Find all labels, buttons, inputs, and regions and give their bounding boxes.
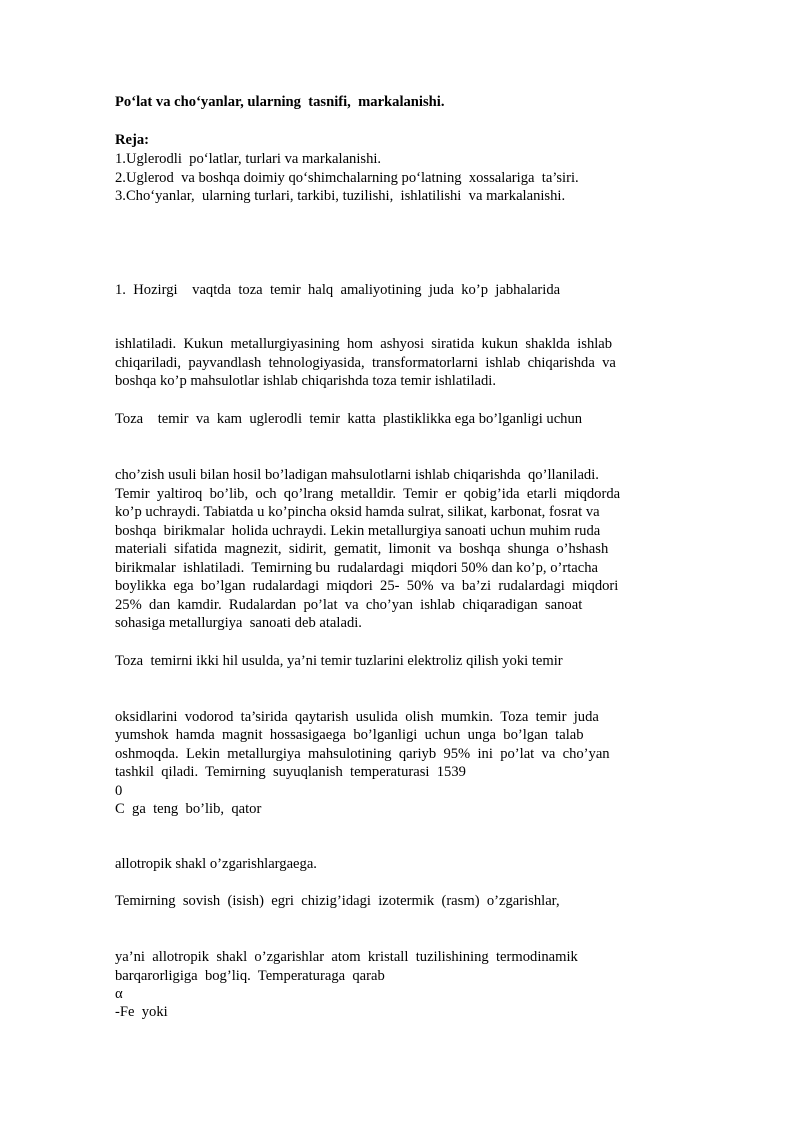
paragraph-line: allotropik shakl o’zgarishlargaega. [115,856,317,872]
plan-item: 1.Uglerodli po‘latlar, turlari va markalanishi. [115,151,382,167]
paragraph-line: boshqa ko’p mahsulotlar ishlab chiqarishda toza temir ishlatiladi. [115,373,496,389]
paragraph-line: yumshok hamda magnit hossasigaega bo’lganligi uchun unga bo’lgan talab [115,727,584,743]
paragraph-line: boylikka ega bo’lgan rudalardagi miqdori 25- 50% va ba’zi rudalardagi miqdori [115,578,619,594]
alpha-symbol: α [115,986,123,1002]
paragraph-line: oksidlarini vodorod ta’sirida qaytarish usulida olish mumkin. Toza temir juda [115,709,599,725]
paragraph-line: barqarorligiga bog’liq. Temperaturaga qarab [115,968,385,984]
paragraph-line: 1. Hozirgi vaqtda toza temir halq amaliyotining juda ko’p jabhalarida [115,282,561,298]
paragraph-line: chiqariladi, payvandlash tehnologiyasida, transformatorlarni ishlab chiqarishda va [115,355,616,371]
paragraph-line: birikmalar ishlatiladi. Temirning bu rudalardagi miqdori 50% dan ko’p, o’rtacha [115,560,599,576]
paragraph-line: Temir yaltiroq bo’lib, och qo’lrang metalldir. Temir er qobig’ida etarli miqdorda [115,486,621,502]
paragraph-line: ya’ni allotropik shakl o’zgarishlar atom kristall tuzilishining termodinamik [115,949,578,965]
plan-item: 2.Uglerod va boshqa doimiy qo‘shimchalarning po‘latning xossalariga ta’siri. [115,170,579,186]
paragraph-line: Toza temirni ikki hil usulda, ya’ni temir tuzlarini elektroliz qilish yoki temir [115,653,563,669]
paragraph-line: ko’p uchraydi. Tabiatda u ko’pincha oksid hamda sulrat, silikat, karbonat, fosrat va [115,504,600,520]
paragraph-line: oshmoqda. Lekin metallurgiya mahsulotining qariyb 95% ini po’lat va cho’yan [115,746,610,762]
paragraph-line: cho’zish usuli bilan hosil bo’ladigan mahsulotlarni ishlab chiqarishda qo’llaniladi. [115,467,599,483]
paragraph-line: -Fe yoki [115,1004,168,1020]
paragraph-line: ishlatiladi. Kukun metallurgiyasining hom ashyosi siratida kukun shaklda ishlab [115,336,613,352]
paragraph-line: tashkil qiladi. Temirning suyuqlanish temperaturasi 1539 [115,764,466,780]
paragraph-line: 25% dan kamdir. Rudalardan po’lat va cho’yan ishlab chiqaradigan sanoat [115,597,583,613]
paragraph-line: Toza temir va kam uglerodli temir katta plastiklikka ega bo’lganligi uchun [115,411,583,427]
plan-item: 3.Cho‘yanlar, ularning turlari, tarkibi, tuzilishi, ishlatilishi va markalanishi. [115,188,566,204]
plan-heading: Reja: [115,132,150,148]
paragraph-line: C ga teng bo’lib, qator [115,801,262,817]
paragraph-line: materiali sifatida magnezit, sidirit, gematit, limonit va boshqa shunga o’hshash [115,541,609,557]
superscript-degree: 0 [115,783,123,799]
paragraph-line: sohasiga metallurgiya sanoati deb ataladi. [115,615,362,631]
paragraph-line: Temirning sovish (isish) egri chizig’idagi izotermik (rasm) o’zgarishlar, [115,893,560,909]
document-title: Po‘lat va cho‘yanlar, ularning tasnifi, markalanishi. [115,94,445,110]
paragraph-line: boshqa birikmalar holida uchraydi. Lekin metallurgiya sanoati uchun muhim ruda [115,523,601,539]
